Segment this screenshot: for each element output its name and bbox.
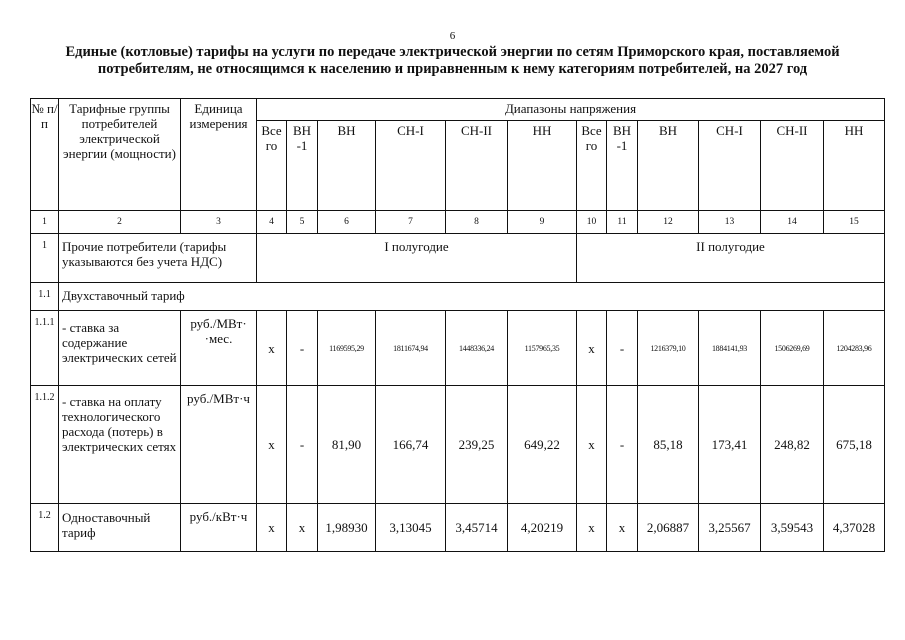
header-sub-sn2-2: СН-II (761, 121, 824, 211)
value-cell: 4,37028 (824, 504, 885, 552)
value-cell: 1204283,96 (824, 311, 885, 386)
row-number: 1.2 (31, 504, 59, 552)
header-voltage-ranges: Диапазоны напряжения (257, 99, 885, 121)
value-cell: x (257, 504, 287, 552)
value-cell: 1884141,93 (699, 311, 761, 386)
value-cell: 1,98930 (318, 504, 376, 552)
value-cell: 3,59543 (761, 504, 824, 552)
value-cell: x (257, 311, 287, 386)
header-sub-nn-2: НН (824, 121, 885, 211)
value-cell: - (287, 311, 318, 386)
value-cell: 649,22 (508, 386, 577, 504)
col-number: 4 (257, 211, 287, 234)
row-unit: руб./МВт·ч (181, 386, 257, 504)
value-cell: 166,74 (376, 386, 446, 504)
col-number: 14 (761, 211, 824, 234)
value-cell: 1811674,94 (376, 311, 446, 386)
value-cell: 3,45714 (446, 504, 508, 552)
row-unit: руб./МВт· ·мес. (181, 311, 257, 386)
col-number: 15 (824, 211, 885, 234)
value-cell: 85,18 (638, 386, 699, 504)
value-cell: - (287, 386, 318, 504)
value-cell: 1506269,69 (761, 311, 824, 386)
row-label: - ставка за содержание электрических сетей (59, 311, 181, 386)
value-cell: x (257, 386, 287, 504)
col-number: 6 (318, 211, 376, 234)
row-label: Одноставочный тариф (59, 504, 181, 552)
header-sub-sn2-1: СН-II (446, 121, 508, 211)
header-group: Тарифные группы потребителей электрической энергии (мощности) (59, 99, 181, 211)
col-number: 1 (31, 211, 59, 234)
header-unit: Единица измерения (181, 99, 257, 211)
header-sub-sn1-2: СН-I (699, 121, 761, 211)
col-number: 11 (607, 211, 638, 234)
row-number: 1 (31, 234, 59, 283)
header-sub-vn-2: ВН (638, 121, 699, 211)
value-cell: 248,82 (761, 386, 824, 504)
value-cell: 1216379,10 (638, 311, 699, 386)
col-number: 12 (638, 211, 699, 234)
header-sub-vn1-1: ВН -1 (287, 121, 318, 211)
col-number: 5 (287, 211, 318, 234)
value-cell: 173,41 (699, 386, 761, 504)
value-cell: - (607, 311, 638, 386)
header-num: № п/п (31, 99, 59, 211)
value-cell: 1169595,29 (318, 311, 376, 386)
value-cell: 2,06887 (638, 504, 699, 552)
value-cell: 239,25 (446, 386, 508, 504)
row-label: - ставка на оплату технологического расхода (потерь) в электрических сетях (59, 386, 181, 504)
second-half-year-label: II полугодие (577, 234, 885, 283)
row-number: 1.1.1 (31, 311, 59, 386)
header-sub-sn1-1: СН-I (376, 121, 446, 211)
header-sub-all-1: Все го (257, 121, 287, 211)
value-cell: x (287, 504, 318, 552)
header-sub-vn-1: ВН (318, 121, 376, 211)
value-cell: 3,13045 (376, 504, 446, 552)
col-number: 13 (699, 211, 761, 234)
value-cell: 1448336,24 (446, 311, 508, 386)
col-number: 7 (376, 211, 446, 234)
col-number: 2 (59, 211, 181, 234)
value-cell: - (607, 386, 638, 504)
value-cell: x (577, 311, 607, 386)
value-cell: 675,18 (824, 386, 885, 504)
row-unit: руб./кВт·ч (181, 504, 257, 552)
col-number: 9 (508, 211, 577, 234)
row-number: 1.1.2 (31, 386, 59, 504)
value-cell: 1157965,35 (508, 311, 577, 386)
first-half-year-label: I полугодие (257, 234, 577, 283)
value-cell: 4,20219 (508, 504, 577, 552)
tariff-table (30, 98, 885, 552)
page-number: 6 (449, 30, 456, 42)
row-number: 1.1 (31, 283, 59, 311)
value-cell: x (577, 504, 607, 552)
col-number: 3 (181, 211, 257, 234)
value-cell: x (577, 386, 607, 504)
value-cell: 81,90 (318, 386, 376, 504)
document-title: Единые (котловые) тарифы на услуги по передаче электрической энергии по сетям Приморского края, поставляемой потребителям, не относящимся к населению и приравненным к нему категориям потребителей, на 2027 год (65, 44, 840, 77)
header-sub-vn1-2: ВН -1 (607, 121, 638, 211)
col-number: 10 (577, 211, 607, 234)
row-label: Двухставочный тариф (59, 283, 885, 311)
row-label: Прочие потребители (тарифы указываются без учета НДС) (59, 234, 257, 283)
col-number: 8 (446, 211, 508, 234)
value-cell: x (607, 504, 638, 552)
header-sub-nn-1: НН (508, 121, 577, 211)
header-sub-all-2: Все го (577, 121, 607, 211)
value-cell: 3,25567 (699, 504, 761, 552)
